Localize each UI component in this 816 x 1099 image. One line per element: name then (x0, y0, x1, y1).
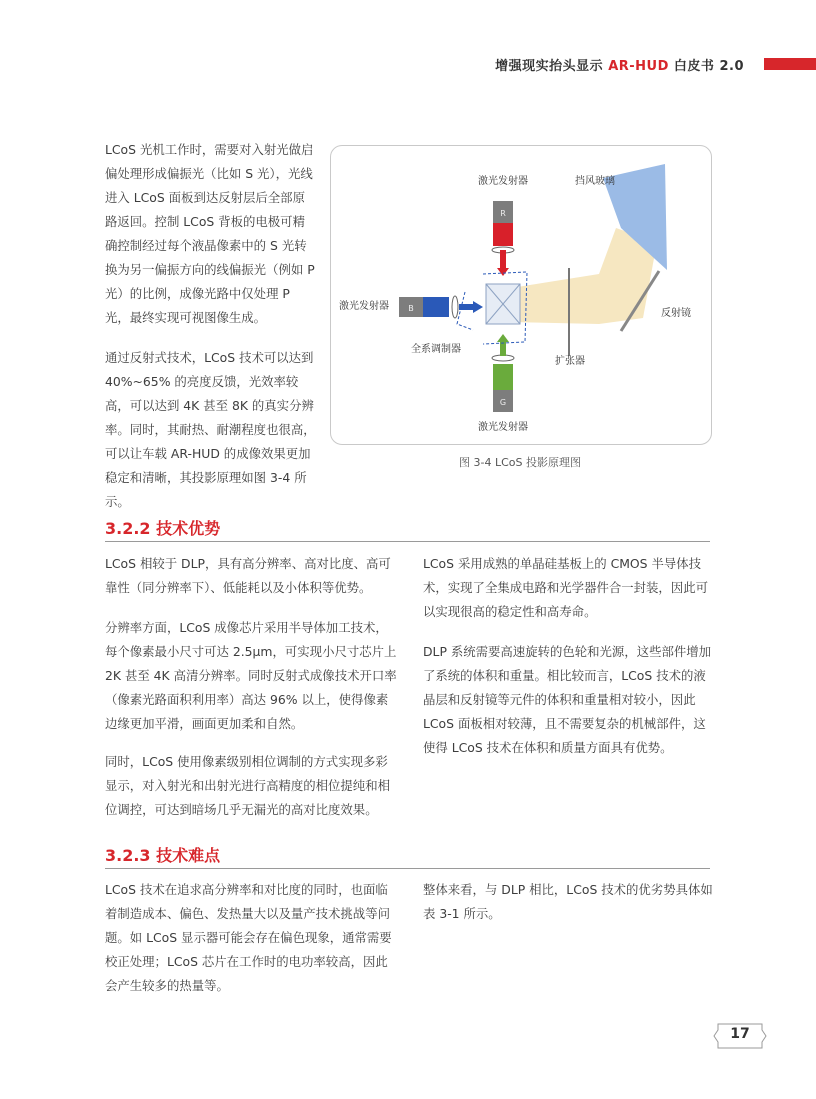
page-number-badge (712, 1022, 768, 1050)
section-322-rule (105, 541, 710, 542)
intro-paragraph-2: 通过反射式技术，LCoS 技术可以达到 40%~65% 的亮度反馈，光效率较高，可以达到 4K 甚至 8K 的真实分辨率。同时，其耐热、耐潮程度也很高，可以让车载 AR-HUD 的成像效果更加稳定和清晰，其投影原理如图 3-4 所示。 (105, 350, 316, 509)
section-322-title: 3.2.2 技术优势 (105, 519, 221, 538)
label-reflector: 反射镜 (661, 308, 691, 319)
s322-left-paragraph-1: LCoS 相较于 DLP，具有高分辨率、高对比度、高可靠性（同分辨率下）、低能耗以及小体积等优势。 (105, 556, 391, 595)
label-holo-modulator: 全系调制器 (411, 344, 461, 355)
section-323-title: 3.2.3 技术难点 (105, 846, 221, 865)
green-beam-arrow (497, 334, 509, 356)
page-number: 17 (730, 1026, 750, 1042)
s322-left-paragraph-2: 分辨率方面，LCoS 成像芯片采用半导体加工技术，每个像素最小尺寸可达 2.5μm，可实现小尺寸芯片上 2K 甚至 4K 高清分辨率。同时反射式成像技术开口率（像素光路面积利用率）高达 96% 以上，使得像素边缘更加平滑，画面更加柔和自然。 (105, 620, 397, 731)
green-chip-letter: G (499, 398, 507, 407)
running-header (495, 55, 744, 74)
holo-modulator-left (457, 292, 473, 330)
lcos-projection-figure (330, 145, 712, 445)
s323-left-paragraph-1: LCoS 技术在追求高分辨率和对比度的同时，也面临着制造成本、偏色、发热量大以及量产技术挑战等问题。如 LCoS 显示器可能会存在偏色现象，通常需要校正处理；LCoS 芯片在工作时的电功率较高，因此会产生较多的热量等。 (105, 882, 392, 993)
s322-right-paragraph-2: DLP 系统需要高速旋转的色轮和光源，这些部件增加了系统的体积和重量。相比较而言，LCoS 技术的液晶层和反射镜等元件的体积和重量相对较小，因此 LCoS 面板相对较薄，且不需要复杂的机械部件，这使得 LCoS 技术在体积和质量方面具有优势。 (423, 644, 712, 755)
blue-chip-letter: B (408, 304, 414, 313)
label-windshield: 挡风玻璃 (575, 176, 615, 187)
header-title-prefix: 增强现实抬头显示 (495, 59, 609, 74)
red-chip-letter: R (500, 209, 506, 218)
lcos-diagram (331, 146, 711, 444)
green-laser-emitter (493, 364, 513, 390)
s322-right-paragraph-1: LCoS 采用成熟的单晶硅基板上的 CMOS 半导体技术，实现了全集成电路和光学器件合一封装，因此可以实现很高的稳定性和高寿命。 (423, 556, 708, 619)
label-laser-bottom: 激光发射器 (478, 422, 528, 433)
red-laser-emitter (493, 223, 513, 246)
s322-left-paragraph-3: 同时，LCoS 使用像素级别相位调制的方式实现多彩显示，对入射光和出射光进行高精度的相位提纯和相位调控，可达到暗场几乎无漏光的高对比度效果。 (105, 754, 390, 817)
section-323-rule (105, 868, 710, 869)
light-beam (511, 274, 599, 324)
label-expander: 扩张器 (555, 356, 585, 367)
header-title-suffix: 白皮书 2.0 (668, 59, 744, 74)
blue-lens (452, 296, 458, 318)
red-beam-arrow (497, 250, 509, 276)
label-laser-left: 激光发射器 (339, 301, 389, 312)
blue-laser-emitter (423, 297, 449, 317)
label-laser-top: 激光发射器 (478, 176, 528, 187)
s323-right-paragraph-1: 整体来看，与 DLP 相比，LCoS 技术的优劣势具体如表 3-1 所示。 (423, 882, 713, 921)
figure-caption: 图 3-4 LCoS 投影原理图 (459, 456, 581, 469)
intro-paragraph-1: LCoS 光机工作时，需要对入射光做启偏处理形成偏振光（比如 S 光），光线进入 LCoS 面板到达反射层后全部原路返回。控制 LCoS 背板的电极可精确控制经过每个液晶像素中的 S 光转换为另一偏振方向的线偏振光（例如 P 光）的比例，成像光路中仅处理 P 光，最终实现可视图像生成。 (105, 142, 315, 325)
header-title-accent: AR-HUD (608, 59, 669, 74)
header-accent-bar (764, 58, 816, 70)
